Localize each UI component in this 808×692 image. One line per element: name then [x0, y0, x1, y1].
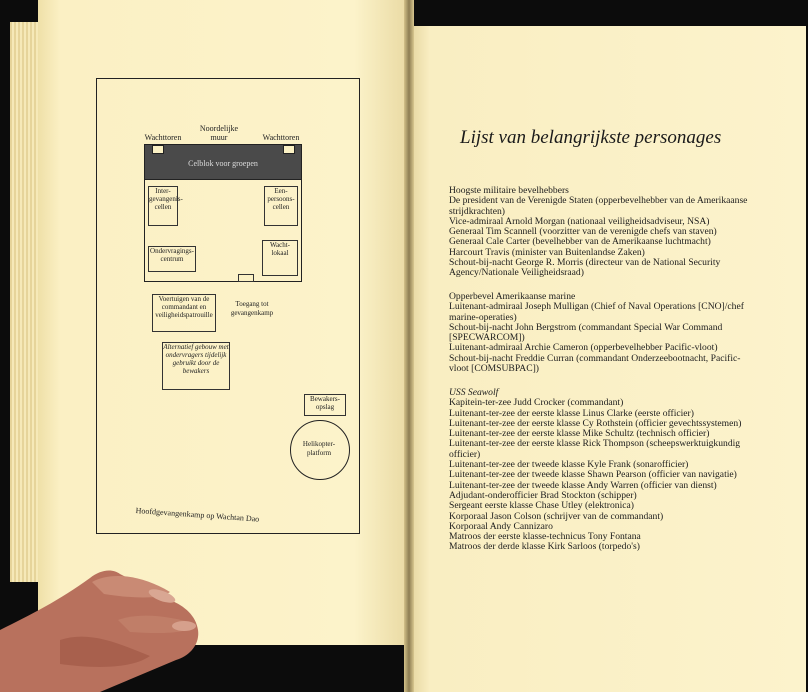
section-heading: Hoogste militaire bevelhebbers [449, 185, 569, 196]
list-item: Schout-bij-nacht John Bergstrom (commandant Special War Command [SPECWARCOM]) [449, 321, 723, 344]
list-item: De president van de Verenigde Staten (opperbevelhebber van de Amerikaanse strijdkrachten) [449, 195, 748, 217]
cells-left: Inter-gevangenis-cellen [148, 186, 178, 226]
map-caption: Hoofdgevangenkamp op Wachtan Dao [135, 506, 260, 524]
list-item: Luitenant-ter-zee der eerste klasse Rick Thompson (scheepswerktuigkundig officier) [449, 438, 741, 460]
prison-block [144, 144, 302, 180]
list-item: Kapitein-ter-zee Judd Crocker (commandant) [449, 397, 624, 409]
vehicle-box: Voertuigen van de commandant en veiligheidspatrouille [152, 294, 216, 332]
section-hoogste [449, 186, 749, 279]
list-item: Luitenant-ter-zee der eerste klasse Linus Clarke (eerste officier) [449, 407, 694, 419]
list-item: Schout-bij-nacht Freddie Curran (commandant Onderzeebootnacht, Pacific-vloot [COMSUBPAC]) [449, 352, 741, 375]
section-heading: Opperbevel Amerikaanse marine [449, 291, 576, 302]
alternative-building: Alternatief gebouw met ondervragers tijdelijk gebruikt door de bewakers [162, 342, 230, 390]
section-seawolf [449, 388, 749, 553]
list-item: Korporaal Jason Colson (schrijver van de commandant) [449, 510, 664, 522]
hand [0, 560, 230, 692]
list-item: Vice-admiraal Arnold Morgan (nationaal veiligheidsadviseur, NSA) [449, 215, 710, 227]
list-item: Matroos der eerste klasse-technicus Tony Fontana [449, 531, 641, 543]
list-item: Schout-bij-nacht George R. Morris (directeur van de National Security Agency/Nationale Veiligheidsraad) [449, 257, 721, 279]
entrance-label: Toegang tot gevangenkamp [230, 300, 274, 317]
tower-right-label: Wachttoren [262, 133, 300, 142]
wall-label: Noordelijke muur [199, 124, 239, 142]
page-title: Lijst van belangrijkste personages [460, 127, 722, 148]
watchtower-right [283, 145, 295, 154]
list-item: Sergeant eerste klasse Chase Utley (elektronica) [449, 500, 634, 512]
prison-block-label: Celblok voor groepen [188, 159, 258, 168]
list-item: Generaal Tim Scannell (voorzitter van de verenigde chefs van staven) [449, 226, 717, 238]
pedestal-box: Bewakers-opslag [304, 394, 346, 416]
list-item: Luitenant-ter-zee der eerste klasse Cy Rothstein (officier gevechtssystemen) [449, 417, 742, 429]
watchtower-left [152, 145, 164, 154]
list-item: Korporaal Andy Cannizaro [449, 520, 553, 532]
list-item: Luitenant-admiraal Archie Cameron (opperbevelhebber Pacific-vloot) [449, 342, 718, 354]
interrogation-center: Ondervragings-centrum [148, 246, 196, 272]
guard-room: Wacht-lokaal [262, 240, 298, 276]
book-spine [404, 0, 414, 692]
section-heading: USS Seawolf [449, 387, 499, 398]
list-item: Matroos der derde klasse Kirk Sarloos (torpedo's) [449, 541, 640, 553]
list-item: Harcourt Travis (minister van Buitenlandse Zaken) [449, 246, 645, 258]
section-opperbevel [449, 292, 749, 374]
list-item: Luitenant-ter-zee der tweede klasse Kyle Frank (sonarofficier) [449, 459, 689, 471]
list-item: Luitenant-ter-zee der tweede klasse Shawn Pearson (officier van navigatie) [449, 469, 737, 481]
cells-right: Een-persoons-cellen [264, 186, 298, 226]
list-item: Luitenant-admiraal Joseph Mulligan (Chief of Naval Operations [CNO]/chef marine-operaties) [449, 301, 744, 323]
tower-left-label: Wachttoren [144, 133, 182, 142]
list-item: Luitenant-ter-zee der eerste klasse Mike Schultz (technisch officier) [449, 428, 710, 440]
list-item: Luitenant-ter-zee der tweede klasse Andy Warren (officier van dienst) [449, 479, 717, 491]
list-item: Adjudant-onderofficier Brad Stockton (schipper) [449, 489, 637, 501]
list-item: Generaal Cale Carter (bevelhebber van de Amerikaanse luchtmacht) [449, 236, 711, 248]
helipad-label: Helikopter-platform [302, 440, 336, 457]
gate [238, 274, 254, 282]
